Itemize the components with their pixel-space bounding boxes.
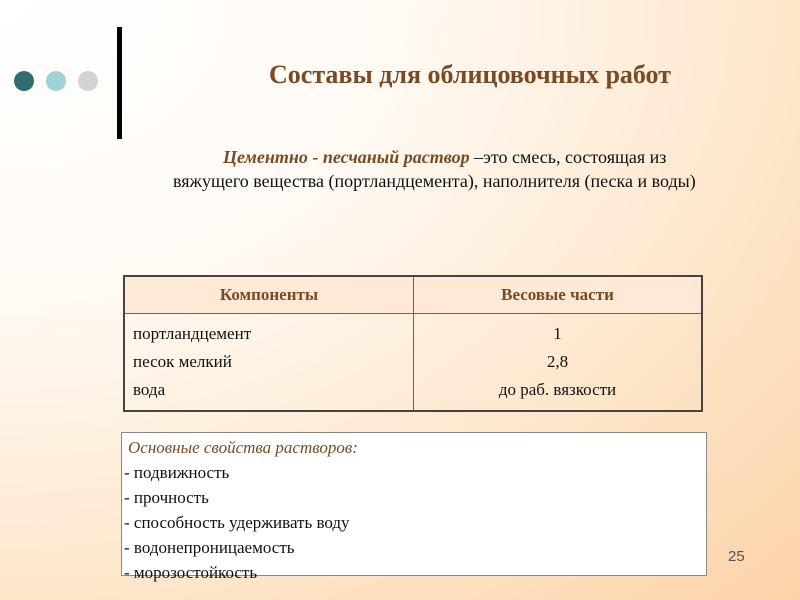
component-name: песок мелкий [133,352,232,371]
weights-cell [414,314,703,412]
intro-paragraph [173,145,733,193]
component-weight: до раб. вязкости [498,380,617,399]
components-table [123,275,703,412]
dot-dark-teal [14,71,34,91]
header-components: Компоненты [124,276,414,314]
component-weight: 1 [553,324,562,343]
properties-heading: Основные свойства растворов: [128,438,358,457]
property-item: - водонепроницаемость [124,538,295,557]
property-item: - прочность [124,488,209,507]
dot-gray [78,71,98,91]
intro-text: –это смесь, состоящая из вяжущего вещества (портландцемента), наполнителя (песка и воды) [173,147,696,191]
property-item: - подвижность [124,463,230,482]
slide-title: Составы для облицовочных работ [269,60,671,89]
table-row [124,314,702,412]
components-cell [124,314,414,412]
decor-dots [14,71,104,93]
property-item: - способность удерживать воду [124,513,350,532]
component-name: вода [133,380,166,399]
dot-light-teal [46,71,66,91]
properties-box [121,432,707,582]
vertical-divider [117,27,122,139]
component-name: портландцемент [133,324,252,343]
header-weight-parts: Весовые части [414,276,703,314]
intro-term: Цементно - песчаный раствор [223,147,470,167]
table-header-row [124,276,702,314]
page-number: 25 [728,548,745,565]
property-item: - морозостойкость [124,563,258,582]
component-weight: 2,8 [546,352,569,371]
